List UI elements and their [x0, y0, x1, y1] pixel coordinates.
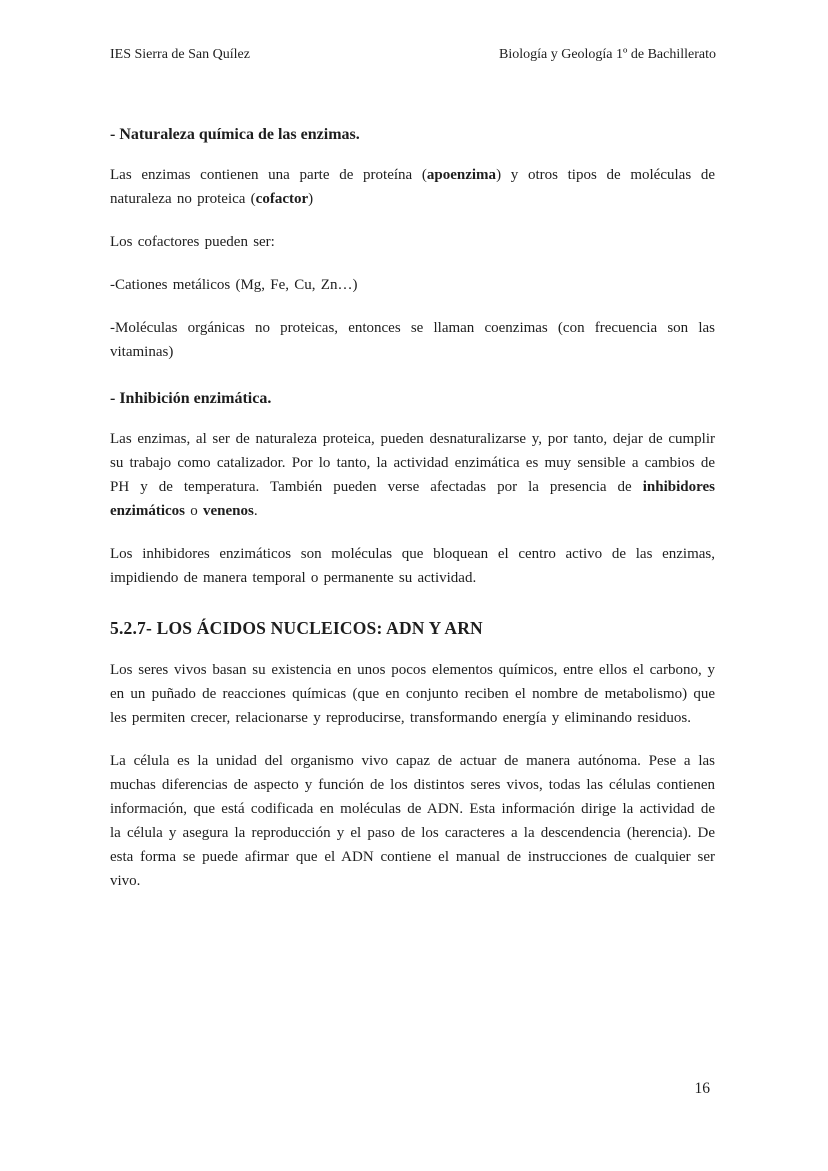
text-run: o — [184, 503, 203, 519]
bold-text-run: - Naturaleza química de las enzimas. — [110, 126, 360, 143]
paragraph-cationes-metalicos — [110, 273, 715, 297]
bold-text-run: 5.2.7- LOS ÁCIDOS NUCLEICOS: ADN Y ARN — [110, 618, 483, 638]
text-run: Los inhibidores enzimáticos son moléculas que bloquean el centro activo de las enzimas, impidiendo de manera temporal o permanente su actividad. — [110, 546, 715, 586]
paragraph-apoenzima-cofactor — [110, 163, 715, 211]
paragraph-cofactores-intro — [110, 230, 715, 254]
text-run: La célula es la unidad del organismo vivo capaz de actuar de manera autónoma. Pese a las muchas diferencias de aspecto y función de los distintos seres vivos, todas las células contienen información, que está codificada en moléculas de ADN. Esta información dirige la actividad de la célula y asegura la reproducción y el paso de los caracteres a la descendencia (herencia). De esta forma se puede afirmar que el ADN contiene el manual de instrucciones de cualquier ser vivo. — [110, 753, 715, 889]
header-course-name: Biología y Geología 1º de Bachillerato — [498, 47, 716, 62]
header-school-name: IES Sierra de San Quílez — [110, 47, 250, 62]
page-header — [110, 46, 716, 64]
bold-text-run: inhibidores enzimáticos — [110, 479, 715, 519]
paragraph-celula-adn — [110, 749, 715, 893]
text-run: Los seres vivos basan su existencia en unos pocos elementos químicos, entre ellos el carbono, y en un puñado de reacciones químicas (que en conjunto reciben el nombre de metabolismo) que les permiten crecer, relacionarse y reproducirse, transformando energía y eliminando residuos. — [110, 662, 715, 726]
text-run: -Cationes metálicos (Mg, Fe, Cu, Zn…) — [110, 277, 358, 293]
text-run: ) — [308, 191, 314, 207]
document-body — [110, 64, 715, 893]
text-run: . — [267, 390, 272, 407]
text-run: Las enzimas contienen una parte de proteína ( — [110, 167, 427, 183]
text-run: -Moléculas orgánicas no proteicas, entonces se llaman coenzimas (con frecuencia son las vitaminas) — [110, 320, 715, 360]
paragraph-moleculas-organicas — [110, 316, 715, 364]
paragraph-seres-vivos-elementos — [110, 658, 715, 730]
paragraph-inhibidores-definicion — [110, 542, 715, 590]
text-run: Las enzimas, al ser de naturaleza proteica, pueden desnaturalizarse y, por tanto, dejar de cumplir su trabajo como catalizador. Por lo tanto, la actividad enzimática es muy sensible a cambios de PH y de temperatura. También pueden verse afectadas por la presencia de — [110, 431, 715, 495]
bold-text-run: venenos — [202, 503, 254, 519]
paragraph-desnaturalizacion — [110, 427, 715, 523]
text-run: Los cofactores pueden ser: — [110, 234, 275, 250]
text-run: ) y otros tipos de moléculas de naturaleza no proteica ( — [110, 167, 716, 207]
bold-text-run: - Inhibición enzimática — [110, 390, 268, 407]
section-heading-acidos-nucleicos — [110, 616, 715, 640]
bold-text-run: cofactor — [255, 191, 309, 207]
bold-text-run: apoenzima — [426, 167, 497, 183]
text-run: . — [253, 503, 258, 519]
subheading-naturaleza-quimica — [110, 124, 715, 146]
subheading-inhibicion-enzimatica — [110, 388, 715, 410]
page-number: 16 — [694, 1080, 710, 1097]
